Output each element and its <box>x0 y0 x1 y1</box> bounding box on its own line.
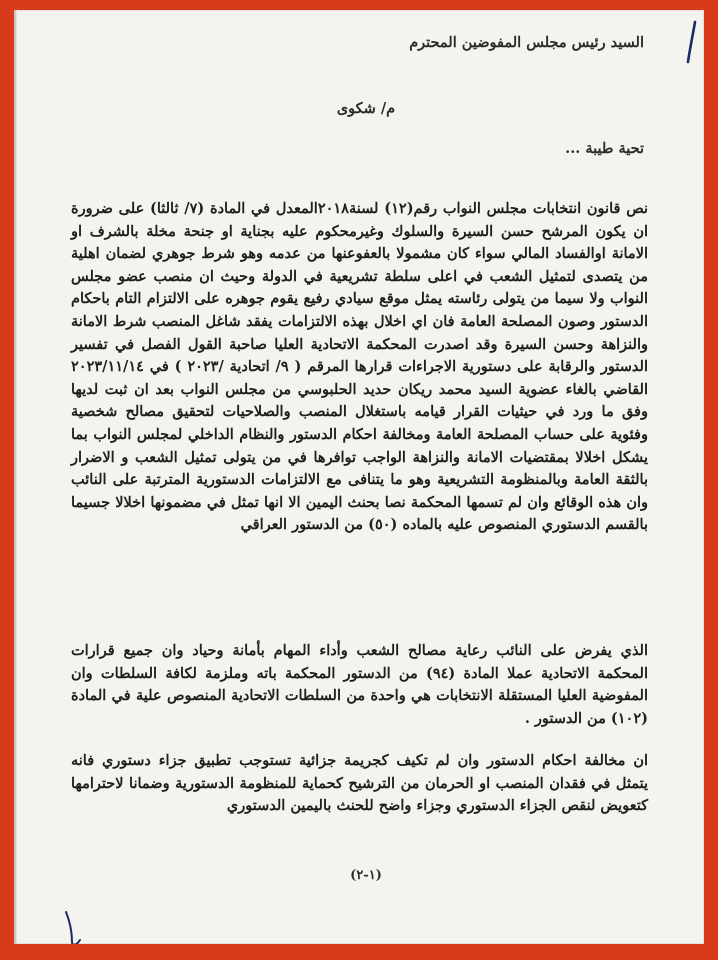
body-paragraph: ان مخالفة احكام الدستور وان لم تكيف كجريمة جزائية تستوجب تطبيق جزاء دستوري فانه يتمثل في فقدان المنصب او الحرمان من الترشيح كحماية للمنظومة الدستورية وضمانا لاحترامها كتعويض لنقص الجزاء الدستوري وجزاء واضح للحنث باليمين الدستوري <box>71 752 648 815</box>
document-page <box>14 10 704 944</box>
subject-line: م/ شكوى <box>336 100 396 117</box>
page-number: (١-٢) <box>350 868 382 883</box>
recipient-line: السيد رئيس مجلس المفوضين المحترم <box>409 34 644 51</box>
handwritten-initial-mark <box>60 908 84 944</box>
body-paragraph: نص قانون انتخابات مجلس النواب رقم(١٢) لسنة٢٠١٨المعدل في المادة (٧/ ثالثا) على ضرورة ان يكون المرشح حسن السيرة والسلوك وغيرمحكوم عليه بجناية او جنحة مخلة بالشرف او الامانة اوالفساد المالي سواء كان مشمولا بالعفوعنها من عدمه وهو شرط جوهري لضمان اهلية من يتصدى لتمثيل الشعب في اعلى سلطة تشريعية في الدولة وحيث ان منصب عضو مجلس النواب ولا سيما من يتولى رئاسته يمثل موقع سيادي رفيع يقوم جوهره على الالتزام التام باحكام الدستور وصون المصلحة العامة فان اي اخلال بهذه الالتزامات يفقد شاغل المنصب شرط الامانة والنزاهة وحسن السيرة وقد اصدرت المحكمة الاتحادية العليا صاحبة القول الفصل في تفسير الدستور والرقابة على دستورية الاجراءات قرارها المرقم ( ٩/ اتحادية /٢٠٢٣ ) في ٢٠٢٣/١١/١٤ القاضي بالغاء عضوية السيد محمد ريكان حديد الحلبوسي من مجلس النواب بعد ان ثبت لديها وفق ما ورد في حيثيات القرار قيامه باستغلال المنصب والصلاحيات لتحقيق مصالح شخصية وفئوية على حساب المصلحة العامة ومخالفة احكام الدستور والنظام الداخلي لمجلس النواب بما يشكل اخلالا بمقتضيات الامانة والنزاهة الواجب توافرها في من يتولى تمثيل الشعب و الاضرار بالثقة العامة وبالمنظومة التشريعية وهو ما يتنافى مع الالتزامات الدستورية المترتبة على النائب وان هذه الوقائع وان لم تسمها المحكمة نصا بحنث اليمين الا انها تمثل في مضمونها اخلالا جسيما بالقسم الدستوري المنصوص عليه بالماده (٥٠) من الدستور العراقي <box>71 200 648 534</box>
handwritten-page-mark <box>686 20 698 64</box>
greeting-line: تحية طيبة ... <box>565 140 644 157</box>
body-paragraph: الذي يفرض على النائب رعاية مصالح الشعب وأداء المهام بأمانة وحياد وان جميع قرارات المحكمة الاتحادية عملا المادة (٩٤) من الدستور المحكمة باته وملزمة لكافة السلطات وان المفوضية العليا المستقلة الانتخابات هي واحدة من السلطات الاتحادية المنصوص علية في المادة (١٠٢) من الدستور . <box>71 642 648 727</box>
